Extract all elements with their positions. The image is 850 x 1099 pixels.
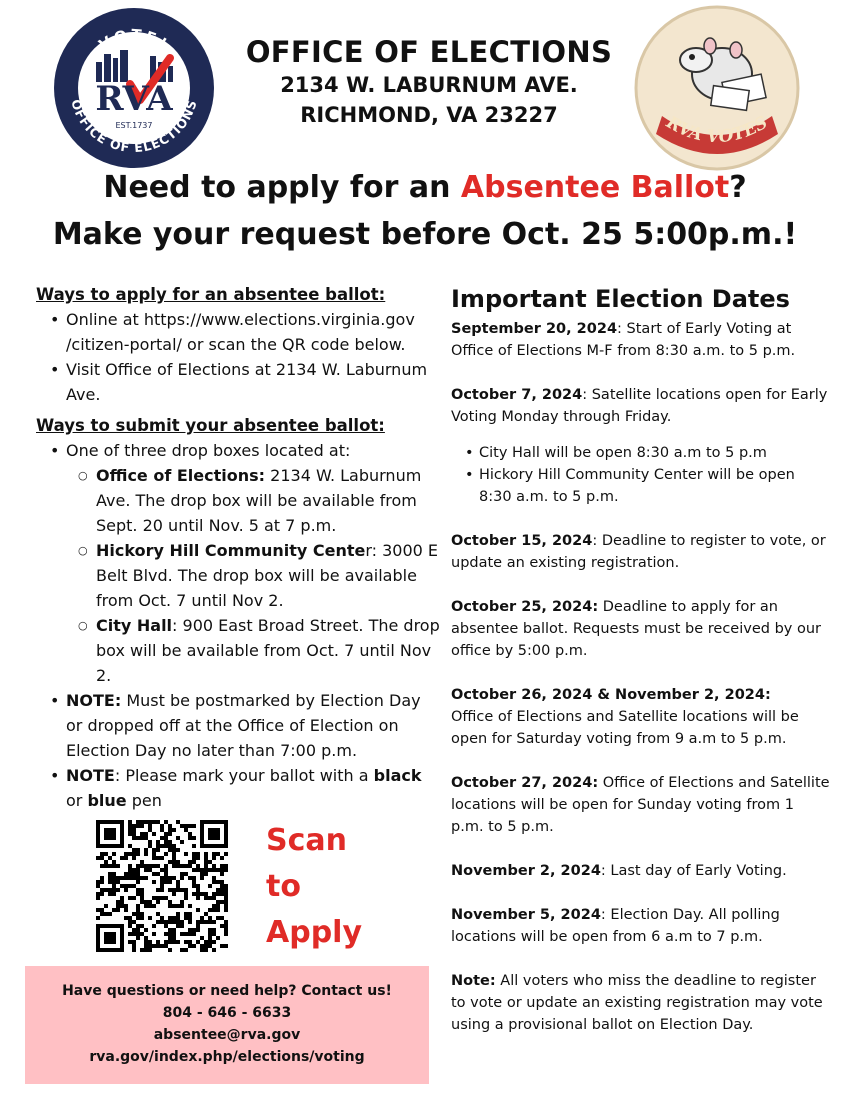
entry-date: October 25, 2024: [451, 599, 599, 615]
note-or: or [66, 791, 88, 810]
entry-text: : Last day of Early Voting. [600, 863, 787, 879]
dropbox-city-hall [78, 613, 441, 688]
scan-line-2: to [266, 869, 301, 904]
contact-email[interactable]: absentee@rva.gov [153, 1027, 301, 1043]
scan-line-1: Scan [266, 823, 347, 858]
date-entry [451, 684, 831, 750]
entry-text: Office of Elections and Satellite locations will be open for Sunday voting from 1 p.m. to 5 p.m. [451, 775, 830, 835]
entry-date: October 26, 2024 & November 2, 2024: [451, 687, 771, 703]
entry-date: November 2, 2024 [451, 863, 601, 879]
date-entry [451, 318, 831, 362]
location-name: City Hall [96, 616, 173, 635]
date-entry [451, 384, 831, 428]
submit-heading: Ways to submit your absentee ballot: [36, 416, 385, 435]
scan-line-3: Apply [266, 915, 363, 950]
entry-text: Office of Elections and Satellite locations will be open for Saturday voting from 9 a.m to 5 p.m. [451, 709, 799, 747]
date-entry [451, 904, 831, 948]
location-text: 2134 W. Laburnum Ave. The drop box will be available from Sept. 20 until Nov. 5 at 7 p.m. [96, 466, 422, 535]
dropbox-hickory-hill [78, 538, 441, 613]
location-name: Office of Elections: [96, 466, 266, 485]
note-label: NOTE: [66, 691, 122, 710]
headline-post: ? [729, 170, 747, 205]
provisional-note [451, 970, 831, 1036]
submit-item-dropboxes [48, 438, 441, 688]
headline-line-1 [0, 166, 850, 210]
entry-date: September 20, 2024 [451, 321, 618, 337]
note-label: NOTE [66, 766, 115, 785]
location-text: : 900 East Broad Street. The drop box will be available from Oct. 7 until Nov 2. [96, 616, 440, 685]
possum-mascot-icon [632, 4, 802, 172]
dropbox-locations [78, 463, 441, 688]
headline [0, 166, 850, 260]
headline-pre: Need to apply for an [103, 170, 461, 205]
seal-ring-text: OFFICE OF ELECTIONS [68, 97, 200, 156]
note-text: All voters who miss the deadline to register to vote or update an existing registration may vote using a provisional ballot on Election Day. [451, 973, 823, 1033]
apply-item-online: • Online at https://www.elections.virginia.gov /citizen-portal/ or scan the QR code below. [48, 307, 441, 357]
headline-line-2: Make your request before Oct. 25 5:00p.m.! [52, 217, 798, 252]
seal-top-text: VOTE! [95, 25, 173, 55]
date-entry [451, 596, 831, 662]
satellite-item: • City Hall will be open 8:30 a.m to 5 p.m [465, 442, 831, 464]
address-line-1: 2134 W. LABURNUM AVE. [280, 73, 578, 97]
date-entry [451, 860, 831, 882]
contact-heading: Have questions or need help? Contact us! [62, 983, 392, 999]
entry-date: November 5, 2024 [451, 907, 601, 923]
rva-seal-icon [52, 6, 216, 170]
contact-url[interactable]: rva.gov/index.php/elections/voting [89, 1049, 365, 1065]
note-post: pen [126, 791, 162, 810]
submit-list [48, 438, 441, 813]
entry-date: October 15, 2024 [451, 533, 593, 549]
entry-date: October 27, 2024: [451, 775, 599, 791]
scan-to-apply [266, 818, 362, 956]
dropbox-intro: One of three drop boxes located at: [66, 441, 351, 460]
seal-rva-mark: RVA [95, 79, 173, 119]
entry-text: : Election Day. All polling locations will be open from 6 a.m to 7 p.m. [451, 907, 780, 945]
apply-item-visit: • Visit Office of Elections at 2134 W. Laburnum Ave. [48, 357, 441, 407]
location-text: r: 3000 E Belt Blvd. The drop box will be available from Oct. 7 until Nov 2. [96, 541, 439, 610]
note-label: Note: [451, 973, 496, 989]
date-entry [451, 530, 831, 574]
qr-code-icon[interactable] [96, 820, 228, 952]
entry-text: Deadline to apply for an absentee ballot. Requests must be received by our office by 5:00 p.m. [451, 599, 821, 659]
location-name: Hickory Hill Community Cente [96, 541, 366, 560]
submit-note-pen [48, 763, 441, 813]
entry-date: October 7, 2024 [451, 387, 583, 403]
contact-phone[interactable]: 804 - 646 - 6633 [162, 1005, 292, 1021]
apply-heading: Ways to apply for an absentee ballot: [36, 285, 386, 304]
note-text: : Please mark your ballot with a [114, 766, 374, 785]
entry-text: : Deadline to register to vote, or update an existing registration. [451, 533, 826, 571]
address-line-2: RICHMOND, VA 23227 [300, 103, 558, 127]
mascot-banner-text: RVA VOTES [662, 112, 772, 148]
apply-list [48, 307, 441, 407]
headline-absentee-ballot: Absentee Ballot [460, 170, 730, 205]
dropbox-office-of-elections [78, 463, 441, 538]
header [220, 34, 638, 130]
satellite-item: • Hickory Hill Community Center will be open 8:30 a.m. to 5 p.m. [465, 464, 831, 508]
dates-title: Important Election Dates [451, 285, 790, 313]
entry-text: : Start of Early Voting at Office of Elections M-F from 8:30 a.m. to 5 p.m. [451, 321, 796, 359]
note-text: Must be postmarked by Election Day or dropped off at the Office of Election on Election Day no later than 7:00 p.m. [66, 691, 421, 760]
office-title: OFFICE OF ELECTIONS [245, 35, 613, 69]
note-black: black [373, 766, 422, 785]
entry-text: : Satellite locations open for Early Voting Monday through Friday. [451, 387, 828, 425]
right-column [451, 282, 831, 1058]
seal-est-text: EST.1737 [115, 121, 153, 130]
satellite-list [465, 442, 831, 508]
left-column [36, 282, 441, 813]
submit-note-postmark [48, 688, 441, 763]
contact-box [25, 966, 429, 1084]
note-blue: blue [87, 791, 127, 810]
date-entry [451, 772, 831, 838]
